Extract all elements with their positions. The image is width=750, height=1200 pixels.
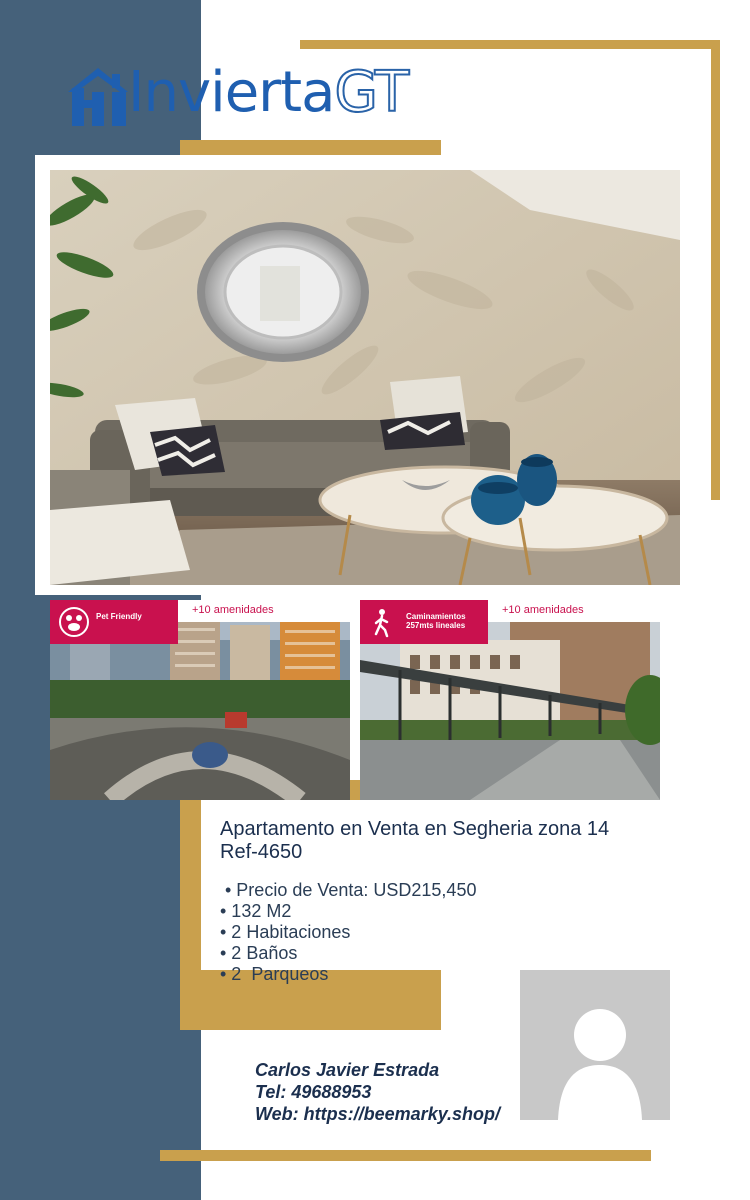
walkway-badge: Caminamientos 257mts lineales (360, 600, 488, 644)
gold-frame-top (300, 40, 720, 49)
listing-ref: Ref-4650 (220, 841, 303, 863)
pet-icon (58, 606, 90, 638)
agent-website[interactable]: Web: https://beemarky.shop/ (255, 1104, 501, 1124)
feature-price: • Precio de Venta: USD215,450 (220, 880, 477, 900)
feature-area: • 132 M2 (220, 901, 292, 921)
living-room-photo (50, 170, 680, 585)
agent-name: Carlos Javier Estrada (255, 1060, 440, 1080)
amenities-label: +10 amenidades (488, 600, 660, 622)
feature-list (220, 880, 476, 985)
agent-avatar (520, 970, 670, 1120)
agent-contact (255, 1059, 500, 1125)
gold-bottom-rule (160, 1150, 651, 1161)
walkway-photo (360, 600, 660, 800)
listing-headline: Apartamento en Venta en Segheria zona 14 (220, 818, 610, 840)
house-icon (68, 66, 130, 126)
feature-parking: • 2 Parqueos (220, 964, 329, 984)
feature-bedrooms: • 2 Habitaciones (220, 922, 351, 942)
listing-title (220, 818, 700, 864)
brand-name: InviertaGT (128, 60, 409, 125)
brand-logo[interactable] (68, 60, 428, 128)
agent-phone[interactable]: Tel: 49688953 (255, 1082, 372, 1102)
walking-icon (368, 606, 400, 638)
pet-friendly-photo (50, 600, 350, 800)
gold-frame-right (711, 40, 720, 500)
amenities-label: +10 amenidades (178, 600, 350, 622)
person-placeholder-icon (520, 970, 670, 1120)
pet-friendly-badge: Pet Friendly (50, 600, 178, 644)
feature-bathrooms: • 2 Baños (220, 943, 298, 963)
